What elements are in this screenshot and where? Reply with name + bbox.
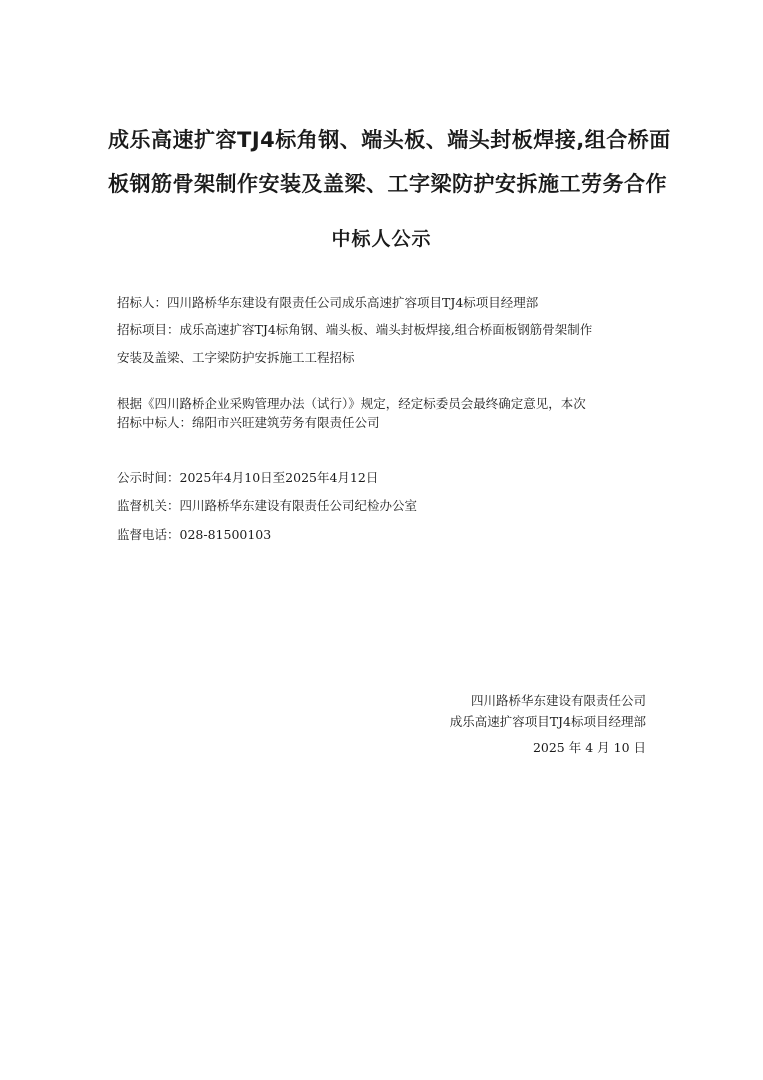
- signature-date: 2025 年 4 月 10 日: [532, 740, 646, 755]
- tenderer-line: 招标人：四川路桥华东建设有限责任公司成乐高速扩容项目TJ4标项目经理部: [117, 295, 539, 310]
- document-subtitle: 中标人公示: [331, 228, 432, 250]
- supervisor-phone-line: 监督电话：028-81500103: [117, 527, 272, 542]
- winner-line: 招标中标人：绵阳市兴旺建筑劳务有限责任公司: [117, 415, 380, 430]
- basis-line-1: 根据《四川路桥企业采购管理办法（试行）》规定，经定标委员会最终确定意见，本次: [117, 396, 586, 411]
- signature-company: 四川路桥华东建设有限责任公司: [470, 693, 646, 708]
- supervisor-line: 监督机关：四川路桥华东建设有限责任公司纪检办公室: [117, 498, 418, 513]
- project-line-1: 招标项目：成乐高速扩容TJ4标角钢、端头板、端头封板焊接,组合桥面板钢筋骨架制作: [117, 322, 593, 337]
- project-line-2: 安装及盖梁、工字梁防护安拆施工工程招标: [117, 350, 355, 365]
- title-line-1: 成乐高速扩容TJ4标角钢、端头板、端头封板焊接,组合桥面: [108, 128, 671, 152]
- title-line-2: 板钢筋骨架制作安装及盖梁、工字梁防护安拆施工劳务合作: [108, 172, 667, 196]
- publicity-time-line: 公示时间：2025年4月10日至2025年4月12日: [117, 470, 379, 485]
- signature-department: 成乐高速扩容项目TJ4标项目经理部: [449, 714, 646, 729]
